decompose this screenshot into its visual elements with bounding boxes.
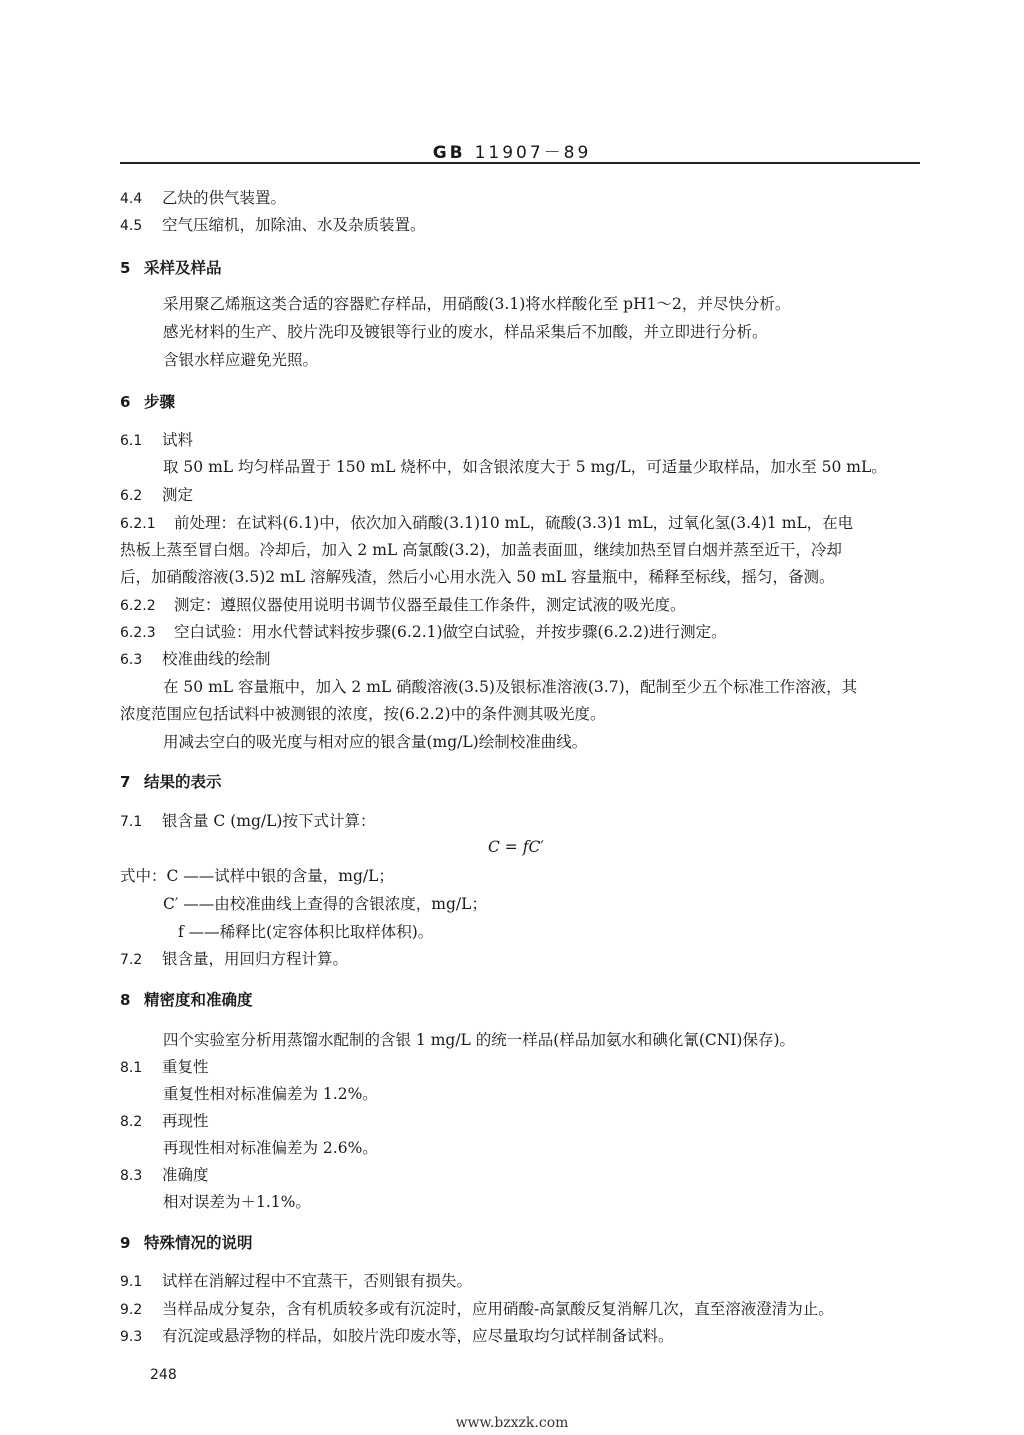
clause-6-2-2: 6.2.2 测定：遵照仪器使用说明书调节仪器至最佳工作条件，测定试液的吸光度。 xyxy=(120,596,686,614)
section-5-heading: 5 采样及样品 xyxy=(120,259,222,277)
clause-4-4: 4.4 乙炔的供气装置。 xyxy=(120,189,287,207)
paragraph: 后，加硝酸溶液(3.5)2 mL 溶解残渣，然后小心用水洗入 50 mL 容量瓶中，稀释至标线，摇匀，备测。 xyxy=(120,568,835,586)
clause-9-1: 9.1 试样在消解过程中不宜蒸干，否则银有损失。 xyxy=(120,1272,473,1290)
variable-definition: 式中：C ——试样中银的含量，mg/L； xyxy=(120,867,394,885)
footer-url[interactable]: www.bzxzk.com xyxy=(455,1415,569,1431)
paragraph: 用减去空白的吸光度与相对应的银含量(mg/L)绘制校准曲线。 xyxy=(163,733,588,751)
paragraph: 感光材料的生产、胶片洗印及镀银等行业的废水，样品采集后不加酸，并立即进行分析。 xyxy=(163,323,768,341)
clause-6-2-1: 6.2.1 前处理：在试料(6.1)中，依次加入硝酸(3.1)10 mL，硫酸(3.3)1 mL，过氧化氢(3.4)1 mL，在电 xyxy=(120,514,854,532)
standard-code: GB xyxy=(432,143,466,163)
clause-6-1: 6.1 试料 xyxy=(120,431,194,449)
clause-8-1: 8.1 重复性 xyxy=(120,1058,209,1076)
header-rule xyxy=(120,162,920,164)
paragraph: 采用聚乙烯瓶这类合适的容器贮存样品，用硝酸(3.1)将水样酸化至 pH1～2，并尽快分析。 xyxy=(163,295,791,313)
clause-9-2: 9.2 当样品成分复杂，含有机质较多或有沉淀时，应用硝酸-高氯酸反复消解几次，直至溶液澄清为止。 xyxy=(120,1300,834,1318)
clause-7-2: 7.2 银含量，用回归方程计算。 xyxy=(120,950,349,968)
clause-8-2: 8.2 再现性 xyxy=(120,1112,209,1130)
section-6-heading: 6 步骤 xyxy=(120,393,176,411)
standard-number: 11907－89 xyxy=(474,143,592,163)
clause-6-2: 6.2 测定 xyxy=(120,486,194,504)
variable-definition: C′ ——由校准曲线上查得的含银浓度，mg/L； xyxy=(163,895,487,913)
paragraph: 浓度范围应包括试料中被测银的浓度，按(6.2.2)中的条件测其吸光度。 xyxy=(120,705,606,723)
paragraph: 重复性相对标准偏差为 1.2%。 xyxy=(163,1085,378,1103)
page-header xyxy=(0,138,1024,163)
paragraph: 再现性相对标准偏差为 2.6%。 xyxy=(163,1139,378,1157)
clause-9-3: 9.3 有沉淀或悬浮物的样品，如胶片洗印废水等，应尽量取均匀试样制备试料。 xyxy=(120,1327,674,1345)
page-number: 248 xyxy=(150,1367,177,1383)
paragraph: 含银水样应避免光照。 xyxy=(163,351,319,369)
clause-6-2-3: 6.2.3 空白试验：用水代替试料按步骤(6.2.1)做空白试验，并按步骤(6.2.2)进行测定。 xyxy=(120,623,727,641)
paragraph: 热板上蒸至冒白烟。冷却后，加入 2 mL 高氯酸(3.2)，加盖表面皿，继续加热至冒白烟并蒸至近干，冷却 xyxy=(120,541,842,559)
clause-6-3: 6.3 校准曲线的绘制 xyxy=(120,650,271,668)
paragraph: 取 50 mL 均匀样品置于 150 mL 烧杯中，如含银浓度大于 5 mg/L，可适量少取样品，加水至 50 mL。 xyxy=(163,458,887,476)
clause-8-3: 8.3 准确度 xyxy=(120,1166,209,1184)
section-8-heading: 8 精密度和准确度 xyxy=(120,991,253,1009)
variable-definition: f ——稀释比(定容体积比取样体积)。 xyxy=(178,923,434,941)
formula: C = fC′ xyxy=(488,838,544,856)
paragraph: 四个实验室分析用蒸馏水配制的含银 1 mg/L 的统一样品(样品加氨水和碘化氰(CNI)保存)。 xyxy=(163,1031,796,1049)
paragraph: 相对误差为＋1.1%。 xyxy=(163,1193,311,1211)
section-7-heading: 7 结果的表示 xyxy=(120,773,222,791)
clause-7-1: 7.1 银含量 C (mg/L)按下式计算： xyxy=(120,812,376,830)
paragraph: 在 50 mL 容量瓶中，加入 2 mL 硝酸溶液(3.5)及银标准溶液(3.7)，配制至少五个标准工作溶液，其 xyxy=(163,678,858,696)
clause-4-5: 4.5 空气压缩机，加除油、水及杂质装置。 xyxy=(120,216,426,234)
section-9-heading: 9 特殊情况的说明 xyxy=(120,1234,253,1252)
